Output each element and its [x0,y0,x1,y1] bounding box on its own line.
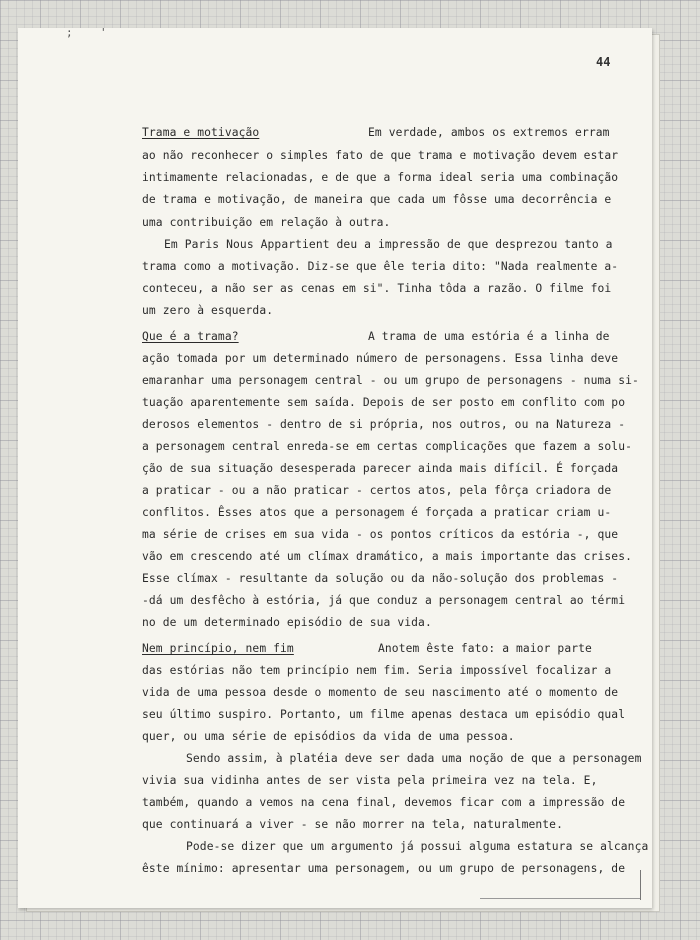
text-line: que continuará a viver - se não morrer na tela, naturalmente. [142,818,563,831]
text-line: Sendo assim, à platéia deve ser dada uma noção de que a personagem [186,752,642,765]
text-line: Esse clímax - resultante da solução ou da não-solução dos problemas - [142,572,619,585]
section-heading: Que é a trama? [142,330,239,343]
text-line: Em Paris Nous Appartient deu a impressão de que desprezou tanto a [164,238,613,251]
text-line: ção de sua situação desesperada parecer ainda mais difícil. É forçada [142,462,619,475]
margin-rule [640,870,641,900]
page-number: 44 [596,55,611,69]
text-line: -dá um desfêcho à estória, já que conduz a personagem central ao térmi [142,594,626,607]
text-line: Anotem êste fato: a maior parte [378,642,592,655]
section-heading-line [142,330,610,343]
text-line: A trama de uma estória é a linha de [368,330,610,343]
text-line: vida de uma pessoa desde o momento de seu nascimento até o momento de [142,686,619,699]
text-line: Em verdade, ambos os extremos erram [368,126,610,139]
text-line: das estórias não tem princípio nem fim. Seria impossível focalizar a [142,664,612,677]
text-line: ação tomada por um determinado número de personagens. Essa linha deve [142,352,619,365]
text-line: derosos elementos - dentro de si própria, nos outros, ou na Natureza - [142,418,626,431]
text-line: emaranhar uma personagem central - ou um grupo de personagens - numa si- [142,374,639,387]
text-line: um zero à esquerda. [142,304,274,317]
margin-rule [480,898,640,899]
text-line: intimamente relacionadas, e de que a forma ideal seria uma combinação [142,171,619,184]
punch-mark-left: ; [66,26,73,39]
text-line: seu último suspiro. Portanto, um filme apenas destaca um episódio qual [142,708,626,721]
text-line: a praticar - ou a não praticar - certos atos, pela fôrça criadora de [142,484,612,497]
text-line: conflitos. Êsses atos que a personagem é forçada a praticar criam u- [142,506,612,519]
text-line: tuação aparentemente sem saída. Depois de ser posto em conflito com po [142,396,626,409]
text-line: ma série de crises em sua vida - os pontos críticos da estória -, que [142,528,619,541]
text-line: uma contribuição em relação à outra. [142,216,391,229]
text-line: trama como a motivação. Diz-se que êle teria dito: "Nada realmente a- [142,260,619,273]
text-line: êste mínimo: apresentar uma personagem, ou um grupo de personagens, de [142,862,626,875]
text-line: no de um determinado episódio de sua vida. [142,616,432,629]
punch-mark-right: ' [100,26,107,39]
text-line: também, quando a vemos na cena final, devemos ficar com a impressão de [142,796,626,809]
section-heading-line [142,642,592,655]
text-line: Pode-se dizer que um argumento já possui alguma estatura se alcança [186,840,649,853]
text-line: vão em crescendo até um clímax dramático, a mais importante das crises. [142,550,632,563]
text-line: vivia sua vidinha antes de ser vista pela primeira vez na tela. E, [142,774,598,787]
section-heading: Nem princípio, nem fim [142,642,294,655]
text-line: a personagem central enreda-se em certas complicações que fazem a solu- [142,440,632,453]
text-line: conteceu, a não ser as cenas em si". Tinha tôda a razão. O filme foi [142,282,612,295]
text-line: ao não reconhecer o simples fato de que trama e motivação devem estar [142,149,619,162]
section-heading: Trama e motivação [142,126,260,139]
text-line: de trama e motivação, de maneira que cada um fôsse uma decorrência e [142,193,612,206]
text-line: quer, ou uma série de episódios da vida de uma pessoa. [142,730,515,743]
section-heading-line [142,126,610,139]
